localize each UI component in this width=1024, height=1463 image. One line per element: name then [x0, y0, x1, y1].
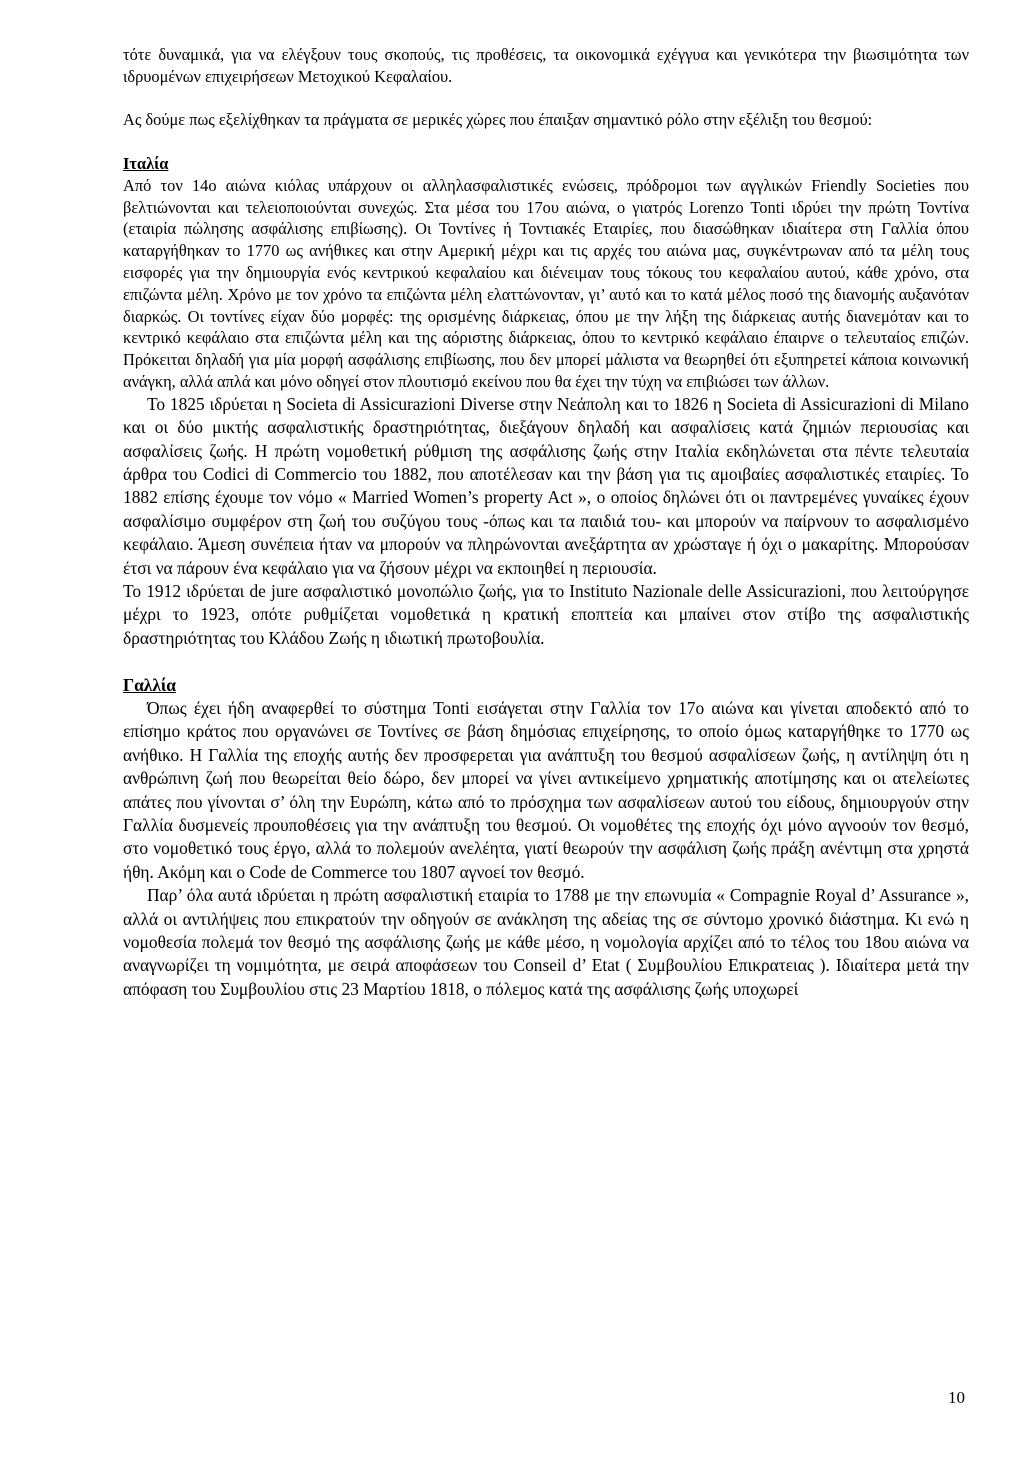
paragraph-spacer [123, 88, 969, 110]
paragraph-spacer [123, 131, 969, 153]
italy-paragraph: Το 1825 ιδρύεται η Societa di Assicurazioni Diverse στην Νεάπολη και το 1826 η Societa di Assicurazioni di Milano και οι δύο μικτής ασφαλιστικής δραστηριότητας, διεξάγουν δηλαδή και ασφαλίσεις κατά ζημιών περιουσίας και ασφαλίσεις ζωής. Η πρώτη νομοθετική ρύθμιση της ασφάλισης ζωής στην Ιταλία εκδηλώνεται στα πέντε τελευταία άρθρα του Codici di Commercio του 1882, που αποτέλεσαν και την βάση για τις αμοιβαίες ασφαλιστικές εταιρίες. Το 1882 επίσης έχουμε τον νόμο « Married Women’s property Act », ο οποίος δηλώνει ότι οι παντρεμένες γυναίκες έχουν ασφαλίσιμο συμφέρον στη ζωή του συζύγου τους -όπως και τα παιδιά του- και μπορούν να παίρνουν το ασφαλισμένο κεφάλαιο. Άμεση συνέπεια ήταν να μπορούν να πληρώνονται ανεξάρτητα αν χρώσταγε ή όχι ο μακαρίτης. Μπορούσαν έτσι να πάρουν ένα κεφάλαιο για να ζήσουν μέχρι να εκποιηθεί η περιουσία. [123, 393, 969, 578]
intro-paragraph: τότε δυναμικά, για να ελέγξουν τους σκοπούς, τις προθέσεις, τα οικονομικά εχέγγυα και γενικότερα την βιωσιμότητα των ιδρυομένων επιχειρήσεων Μετοχικού Κεφαλαίου. [123, 45, 969, 86]
section-heading-italy: Ιταλία [123, 153, 169, 173]
italy-paragraph: Το 1912 ιδρύεται de jure ασφαλιστικό μονοπώλιο ζωής, για το Instituto Nazionale delle Assicurazioni, που λειτούργησε μέχρι το 1923, οπότε ρυθμίζεται νομοθετικά η κρατική εποπτεία και μπαίνει στον στίβο της ασφαλιστικής δραστηριότητας του Κλάδου Ζωής η ιδιωτική πρωτοβουλία. [123, 581, 969, 648]
france-paragraph: Όπως έχει ήδη αναφερθεί το σύστημα Tonti εισάγεται στην Γαλλία τον 17ο αιώνα και γίνεται αποδεκτό από το επίσημο κράτος που οργανώνει σε Τοντίνες σε βάση δημόσιας επιχείρησης, το οποίο όμως καταργήθηκε το 1770 ως ανήθικο. Η Γαλλία της εποχής αυτής δεν προσφερεται για ανάπτυξη του θεσμού ασφαλίσεων ζωής, η αντίληψη ότι η ανθρώπινη ζωή που θεωρείται θείο δώρο, δεν μπορεί να γίνει αντικείμενο χρηματικής αποτίμησης και οι ατελείωτες απάτες που γίνονται σ’ όλη την Ευρώπη, κάτω από το πρόσχημα των ασφαλίσεων αυτού του είδους, δημιουργούν στην Γαλλία δυσμενείς προυποθέσεις για την ανάπτυξη του θεσμού. Οι νομοθέτες της εποχής όχι μόνο αγνοούν τον θεσμό, στο νομοθετικό τους έργο, αλλά το πολεμούν ανελέητα, γιατί θεωρούν την ασφάλιση ζωής πράξη ανέντιμη στα χρηστά ήθη. Ακόμη και ο Code de Commerce του 1807 αγνοεί τον θεσμό. [123, 698, 969, 882]
document-page [123, 44, 969, 1001]
intro-paragraph: Ας δούμε πως εξελίχθηκαν τα πράγματα σε μερικές χώρες που έπαιξαν σημαντικό ρόλο στην εξέλιξη του θεσμού: [123, 110, 873, 130]
page-number: 10 [948, 1388, 965, 1407]
france-paragraph: Παρ’ όλα αυτά ιδρύεται η πρώτη ασφαλιστική εταιρία το 1788 με την επωνυμία « Compagnie Royal d’ Assurance », αλλά οι αντιλήψεις που επικρατούν την οδηγούν σε ανάκληση της αδείας της σε σύντομο χρονικό διάστημα. Κι ενώ η νομοθεσία πολεμά τον θεσμό της ασφάλισης ζωής με κάθε μέσο, η νομολογία αρχίζει από το τέλος του 18ου αιώνα να αναγνωρίζει τη νομιμότητα, με σειρά αποφάσεων του Conseil d’ Etat ( Συμβουλίου Επικρατειας ). Ιδιαίτερα μετά την απόφαση του Συμβουλίου στις 23 Μαρτίου 1818, ο πόλεμος κατά της ασφάλισης ζωής υποχωρεί [123, 885, 969, 999]
italy-paragraph: Από τον 14ο αιώνα κιόλας υπάρχουν οι αλληλασφαλιστικές ενώσεις, πρόδρομοι των αγγλικών Friendly Societies που βελτιώνονται και τελειοποιούνται συνεχώς. Στα μέσα του 17ου αιώνα, ο γιατρός Lorenzo Tonti ιδρύει την πρώτη Τοντίνα (εταιρία πώλησης ασφάλισης επιβίωσης). Οι Τοντίνες ή Τοντιακές Εταιρίες, που διασώθηκαν ιδιαίτερα στη Γαλλία όπου καταργήθηκαν το 1770 ως ανήθικες και στην Αμερική μέχρι και τις αρχές του αιώνα μας, συγκέντρωναν από τα μέλη τους εισφορές για την δημιουργία ενός κεντρικού κεφαλαίου και διένειμαν τους τόκους του κεφαλαίου αυτού, κάθε χρόνο, στα επιζώντα μέλη. Χρόνο με τον χρόνο τα επιζώντα μέλη ελαττώνονταν, γι’ αυτό και το κατά μέλος ποσό της διανομής αυξανόταν διαρκώς. Οι τοντίνες είχαν δύο μορφές: της ορισμένης διάρκειας, όπου με την λήξη της διάρκειας αυτής διανεμόταν και το κεντρικό κεφάλαιο στα επιζώντα μέλη και της αόριστης διάρκειας, όπου το κεντρικό κεφάλαιο έπαιρνε ο τελευταίος επιζών. Πρόκειται δηλαδή για μία μορφή ασφάλισης επιβίωσης, που δεν μπορεί μάλιστα να θεωρηθεί ότι εξυπηρετεί κάποια κοινωνική ανάγκη, αλλά απλά και μόνο οδηγεί στον πλουτισμό εκείνου που θα έχει την τύχη να επιβιώσει των άλλων. [123, 175, 969, 391]
italy-continued-section [123, 393, 969, 1002]
section-heading-france: Γαλλία [123, 674, 176, 695]
paragraph-spacer [123, 650, 969, 673]
